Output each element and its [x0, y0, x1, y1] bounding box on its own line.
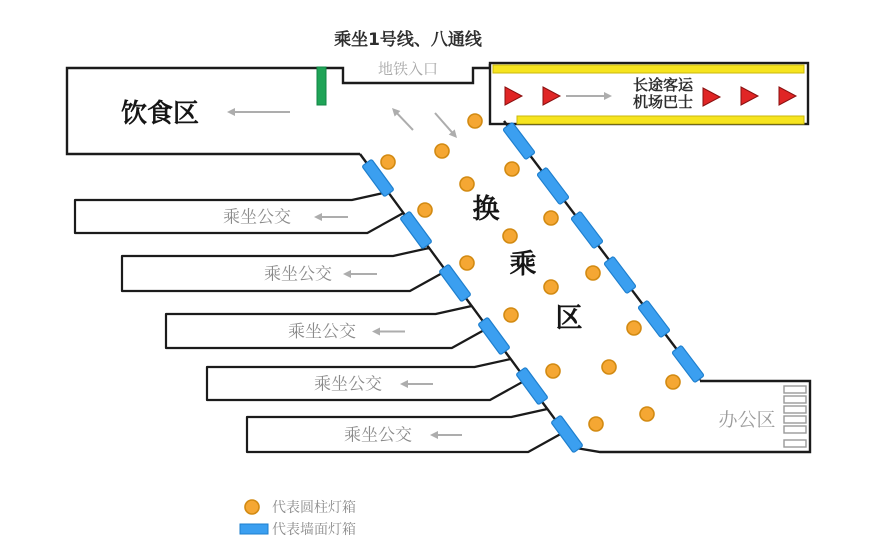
wall-light-marker — [478, 317, 510, 355]
entrance-in-arrow-icon — [435, 113, 457, 138]
legend-wall-light-icon — [240, 524, 268, 534]
wall-light-marker — [537, 167, 569, 205]
wall-light-marker — [638, 300, 670, 338]
corridor-yellow-band-bottom — [517, 116, 804, 124]
corridor-label-line2: 机场巴士 — [632, 93, 694, 111]
pillar-light-marker — [589, 417, 603, 431]
office-ladder-rect — [784, 440, 806, 447]
arrow-shaft — [435, 113, 453, 133]
pillar-light-marker — [381, 155, 395, 169]
office-ladder-group — [784, 386, 806, 447]
legend — [240, 499, 356, 538]
transfer-char-3: 区 — [555, 303, 583, 334]
bus-lane-3 — [166, 306, 488, 348]
office-ladder-rect — [784, 396, 806, 403]
office-area-label: 办公区 — [718, 409, 776, 431]
pillar-light-marker — [640, 407, 654, 421]
office-ladder-rect — [784, 416, 806, 423]
pillar-light-marker — [503, 229, 517, 243]
bus-lane-1 — [75, 192, 403, 233]
bus-lane-label: 乘坐公交 — [288, 322, 356, 342]
arrow-head — [227, 108, 235, 116]
corridor-label-line1: 长途客运 — [632, 76, 694, 94]
pillar-light-marker — [666, 375, 680, 389]
bus-lane-5 — [247, 409, 564, 452]
bus-lane-label: 乘坐公交 — [314, 374, 382, 395]
legend-pillar-light-icon — [245, 500, 259, 514]
wall-light-marker — [571, 211, 603, 249]
pillar-light-marker — [504, 308, 518, 322]
office-ladder-rect — [784, 426, 806, 433]
entrance-label: 地铁入口 — [377, 60, 439, 78]
bus-lane-label: 乘坐公交 — [264, 264, 332, 285]
pillar-light-marker — [435, 144, 449, 158]
entrance-out-arrow-icon — [392, 108, 413, 130]
wall-light-marker — [604, 256, 636, 294]
legend-wall-light-label: 代表墙面灯箱 — [272, 522, 356, 538]
dining-arrow-icon — [227, 108, 290, 116]
bus-lane-label: 乘坐公交 — [344, 425, 412, 446]
wall-light-marker — [503, 122, 535, 160]
pillar-light-marker — [544, 280, 558, 294]
pillar-light-marker — [460, 177, 474, 191]
corridor-yellow-band-top — [493, 65, 804, 73]
bus-lane-label: 乘坐公交 — [223, 207, 291, 228]
pillar-light-marker — [505, 162, 519, 176]
wall-light-marker — [516, 367, 548, 405]
pillar-light-marker — [586, 266, 600, 280]
legend-pillar-light-label: 代表圆柱灯箱 — [272, 500, 356, 516]
arrow-shaft — [396, 112, 413, 130]
transfer-char-1: 换 — [472, 194, 500, 225]
pillar-light-marker — [544, 211, 558, 225]
pillar-light-marker — [546, 364, 560, 378]
bus-lane-2 — [122, 248, 446, 291]
bus-lane-4 — [207, 359, 526, 400]
pillar-light-marker — [602, 360, 616, 374]
office-ladder-rect — [784, 406, 806, 413]
dining-area-label: 饮食区 — [120, 99, 200, 129]
diagram-title: 乘坐1号线、八通线 — [334, 30, 482, 50]
pillar-light-marker — [418, 203, 432, 217]
office-ladder-rect — [784, 386, 806, 393]
pillar-light-marker — [627, 321, 641, 335]
transfer-char-2: 乘 — [509, 249, 537, 280]
pillar-light-marker — [460, 256, 474, 270]
pillar-light-marker — [468, 114, 482, 128]
metro-gate-bar — [317, 67, 326, 105]
